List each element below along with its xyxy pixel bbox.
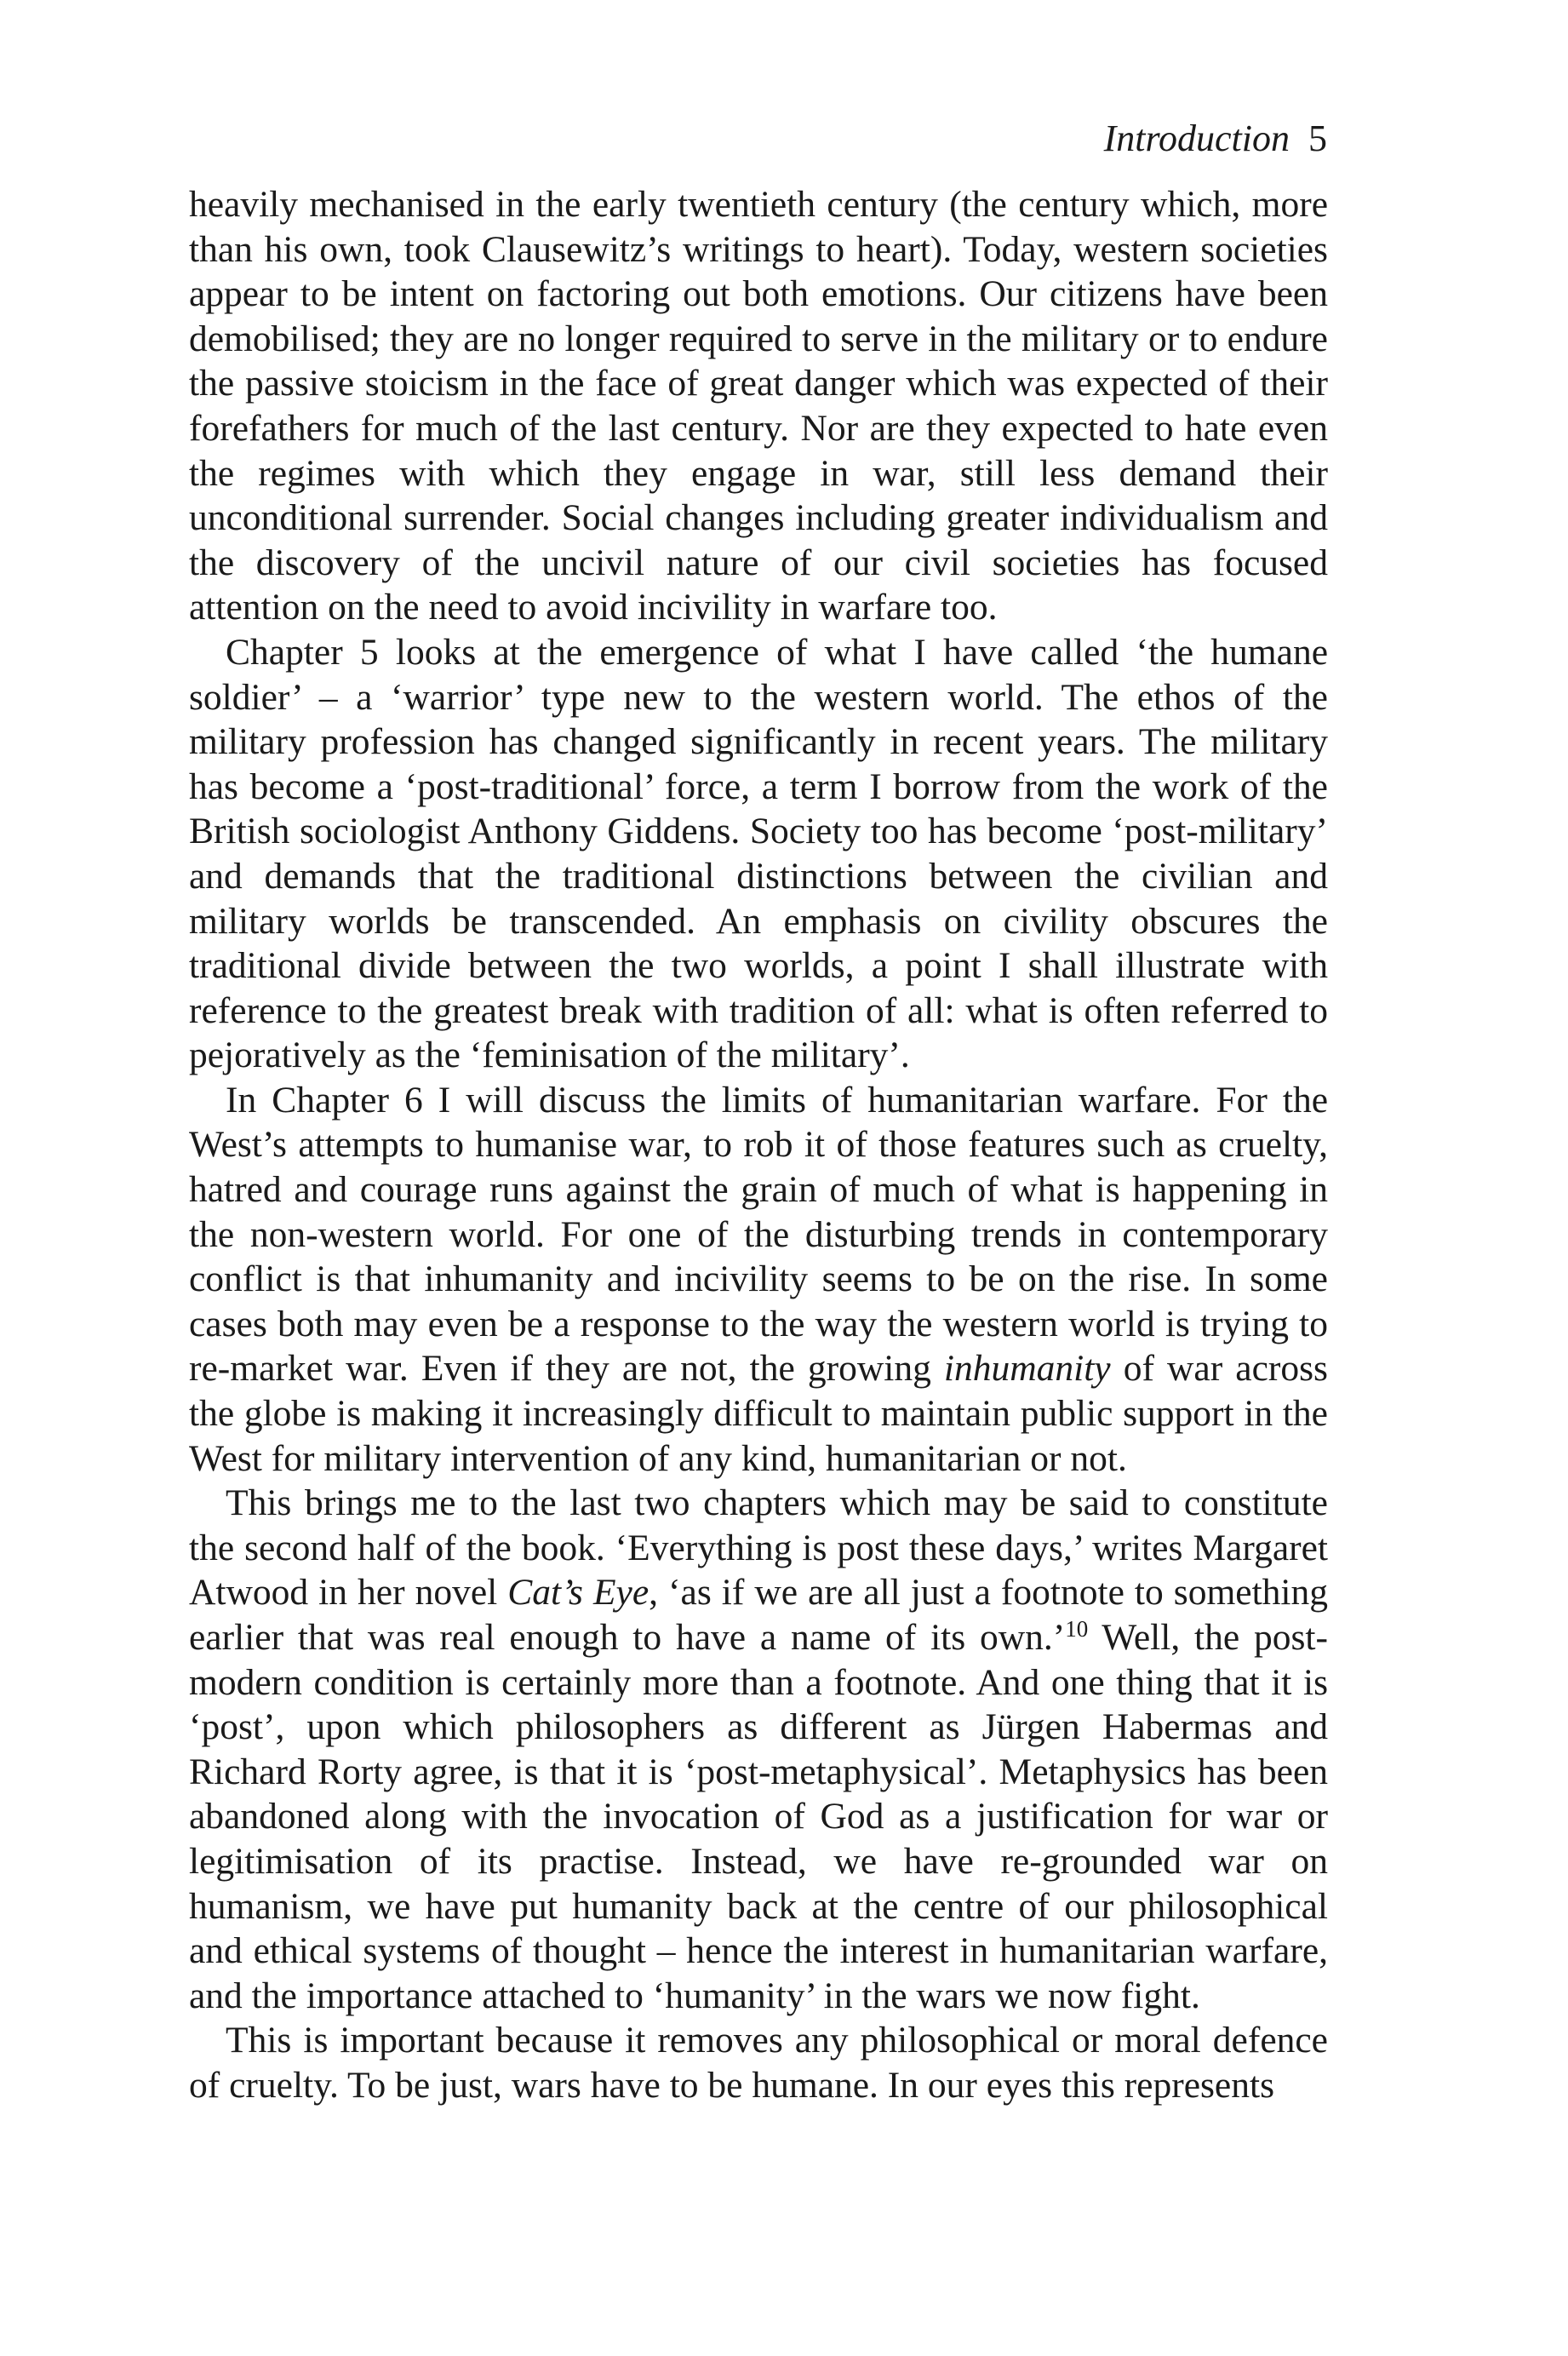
italic-term: inhumanity (943, 1348, 1111, 1390)
paragraph: heavily mechanised in the early twentieth century (the century which, more than his own, took Clausewitz’s writings to heart). Today, western societies appear to be intent on factoring out both emotions. Our citizens have been demobilised; they are no longer required to serve in the military or to endure the passive stoicism in the face of great danger which was expected of their forefathers for much of the last century. Nor are they expected to hate even the regimes with which they engage in war, still less demand their unconditional surrender. Social changes including greater individualism and the discovery of the uncivil nature of our civil societies has focused attention on the need to avoid incivility in warfare too. (189, 184, 1328, 628)
footnote-marker[interactable]: 10 (1065, 1616, 1089, 1642)
paragraph (189, 1481, 1328, 2018)
body-text (189, 182, 1328, 2108)
paragraph: This is important because it removes any philosophical or moral defence of cruelty. To be just, wars have to be humane. In our eyes this represents (189, 2020, 1328, 2106)
paragraph-text: This brings me to the last two chapters which may be said to constitute the second half of the book. ‘Everything is post these days,’ writes Margaret Atwood in her novel (189, 1482, 1328, 1614)
book-title: Cat’s Eye (507, 1572, 650, 1614)
paragraph (189, 1078, 1328, 1481)
paragraph: Chapter 5 looks at the emergence of what I have called ‘the humane soldier’ – a ‘warrior’ type new to the western world. The ethos of the military profession has changed significantly in recent years. The military has become a ‘post-traditional’ force, a term I borrow from the work of the British sociologist Anthony Giddens. Society too has become ‘post-military’ and demands that the traditional distinctions between the civilian and military worlds be transcended. An emphasis on civility obscures the traditional divide between the two worlds, a point I shall illustrate with reference to the greatest break with tradition of all: what is often referred to pejoratively as the ‘feminisation of the military’. (189, 631, 1328, 1076)
running-head (1104, 118, 1327, 160)
paragraph-text: Well, the post-modern condition is certainly more than a footnote. And one thing that it is ‘post’, upon which philosophers as different as Jürgen Habermas and Richard Rorty agree, is that it is ‘post-metaphysical’. Metaphysics has been abandoned along with the invocation of God as a justification for war or legitimisation of its practise. Instead, we have re-grounded war on humanism, we have put humanity back at the centre of our philosophical and ethical systems of thought – hence the interest in humanitarian warfare, and the importance attached to ‘humanity’ in the wars we now fight. (189, 1617, 1328, 2016)
running-title: Introduction (1103, 118, 1290, 159)
paragraph-text: of war across the globe is making it increasingly difficult to maintain public support in the West for military intervention of any kind, humanitarian or not. (189, 1348, 1328, 1479)
page-number: 5 (1308, 118, 1327, 159)
paragraph-text: In Chapter 6 I will discuss the limits of humanitarian warfare. For the West’s attempts to humanise war, to rob it of those features such as cruelty, hatred and courage runs against the grain of much of what is happening in the non-western world. For one of the disturbing trends in contemporary conflict is that inhumanity and incivility seems to be on the rise. In some cases both may even be a response to the way the western world is trying to re-market war. Even if they are not, the growing (189, 1079, 1328, 1390)
paragraph-text: , ‘as if we are all just a footnote to something earlier that was real enough to have a name of its own.’ (189, 1572, 1329, 1658)
